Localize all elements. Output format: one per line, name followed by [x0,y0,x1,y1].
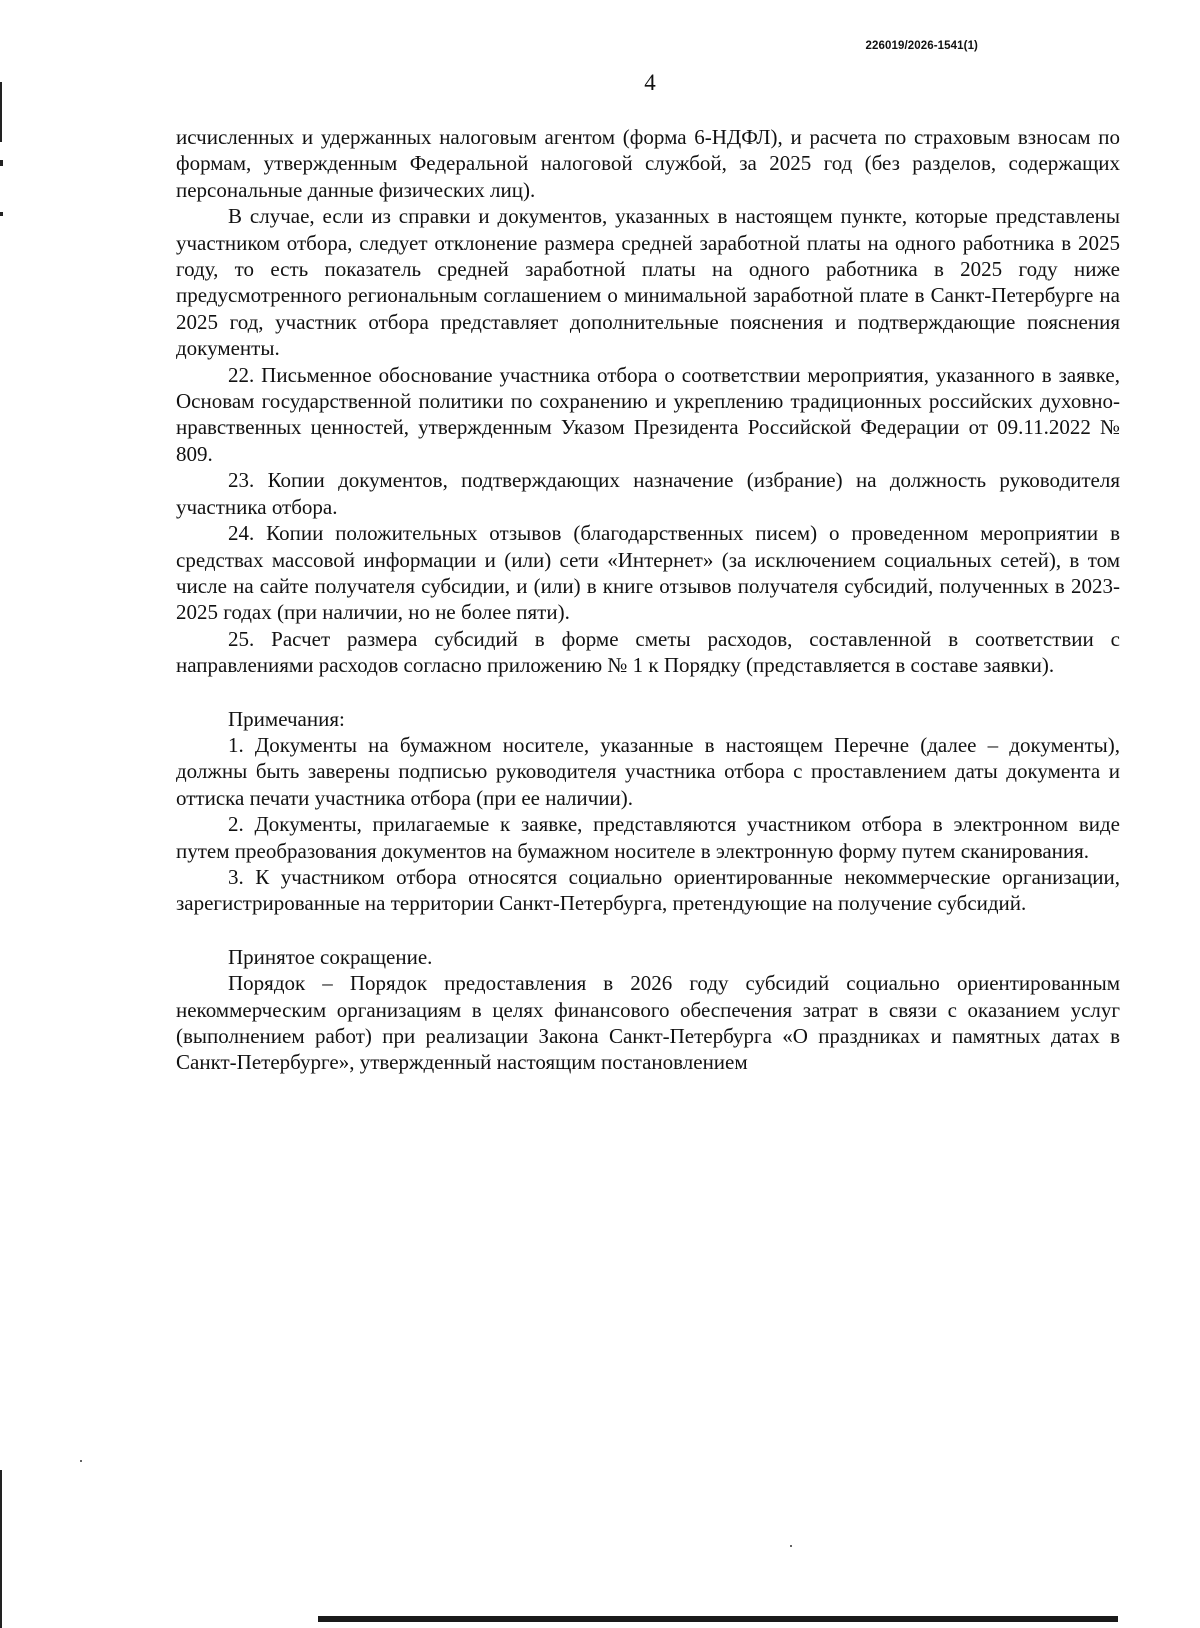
paragraph-item-22: 22. Письменное обоснование участника отбора о соответствии мероприятия, указанного в заявке, Основам государственной политики по сохранению и укреплению традиционных российских духовно-нравственных ценностей, утвержденным Указом Президента Российской Федерации от 09.11.2022 № 809. [176,362,1120,466]
scan-speck [790,1545,792,1547]
document-body [176,124,1120,1076]
abbreviation-definition: Порядок – Порядок предоставления в 2026 году субсидий социально ориентированным некоммерческим организациям в целях финансового обеспечения затрат в связи с оказанием услуг (выполнением работ) при реализации Закона Санкт-Петербурга «О праздниках и памятных датах в Санкт-Петербурге», утвержденный настоящим постановлением [176,971,1120,1075]
paragraph: исчисленных и удержанных налоговым агентом (форма 6-НДФЛ), и расчета по страховым взносам по формам, утвержденным Федеральной налоговой службой, за 2025 год (без разделов, содержащих персональные данные физических лиц). [176,125,1120,202]
scan-speck [80,1460,82,1462]
spacer [176,679,1120,706]
scan-bottom-edge [318,1616,1118,1622]
scan-left-mark [0,212,3,216]
document-id: 226019/2026-1541(1) [865,40,978,52]
paragraph-item-24: 24. Копии положительных отзывов (благодарственных писем) о проведенном мероприятии в средствах массовой информации и (или) сети «Интернет» (за исключением социальных сетей), в том числе на сайте получателя субсидии, и (или) в книге отзывов получателя субсидий, полученных в 2023-2025 годах (при наличии, но не более пяти). [176,521,1120,625]
note-item: 1. Документы на бумажном носителе, указанные в настоящем Перечне (далее – документы), должны быть заверены подписью руководителя участника отбора с проставлением даты документа и оттиска печати участника отбора (при ее наличии). [176,732,1120,810]
page-number: 4 [644,70,656,95]
abbreviations-heading: Принятое сокращение. [228,944,433,969]
scan-left-edge [0,1470,2,1628]
note-item: 3. К участником отбора относятся социально ориентированные некоммерческие организации, зарегистрированные на территории Санкт-Петербурга, претендующие на получение субсидий. [176,864,1120,916]
notes-heading: Примечания: [228,706,345,731]
note-item: 2. Документы, прилагаемые к заявке, представляются участником отбора в электронном виде путем преобразования документов на бумажном носителе в электронную форму путем сканирования. [176,812,1120,863]
scan-left-mark [0,160,3,166]
paragraph-item-23: 23. Копии документов, подтверждающих назначение (избрание) на должность руководителя участника отбора. [176,468,1120,519]
paragraph-item-25: 25. Расчет размера субсидий в форме сметы расходов, составленной в соответствии с направлениями расходов согласно приложению № 1 к Порядку (представляется в составе заявки). [176,626,1120,678]
paragraph: В случае, если из справки и документов, указанных в настоящем пункте, которые представлены участником отбора, следует отклонение размера средней заработной платы на одного работника в 2025 году, то есть показатель средней заработной платы на одного работника в 2025 году ниже предусмотренного региональным соглашением о минимальной заработной плате в Санкт-Петербурге на 2025 год, участник отбора представляет дополнительные пояснения и подтверждающие пояснения документы. [176,204,1120,361]
spacer [176,917,1120,944]
